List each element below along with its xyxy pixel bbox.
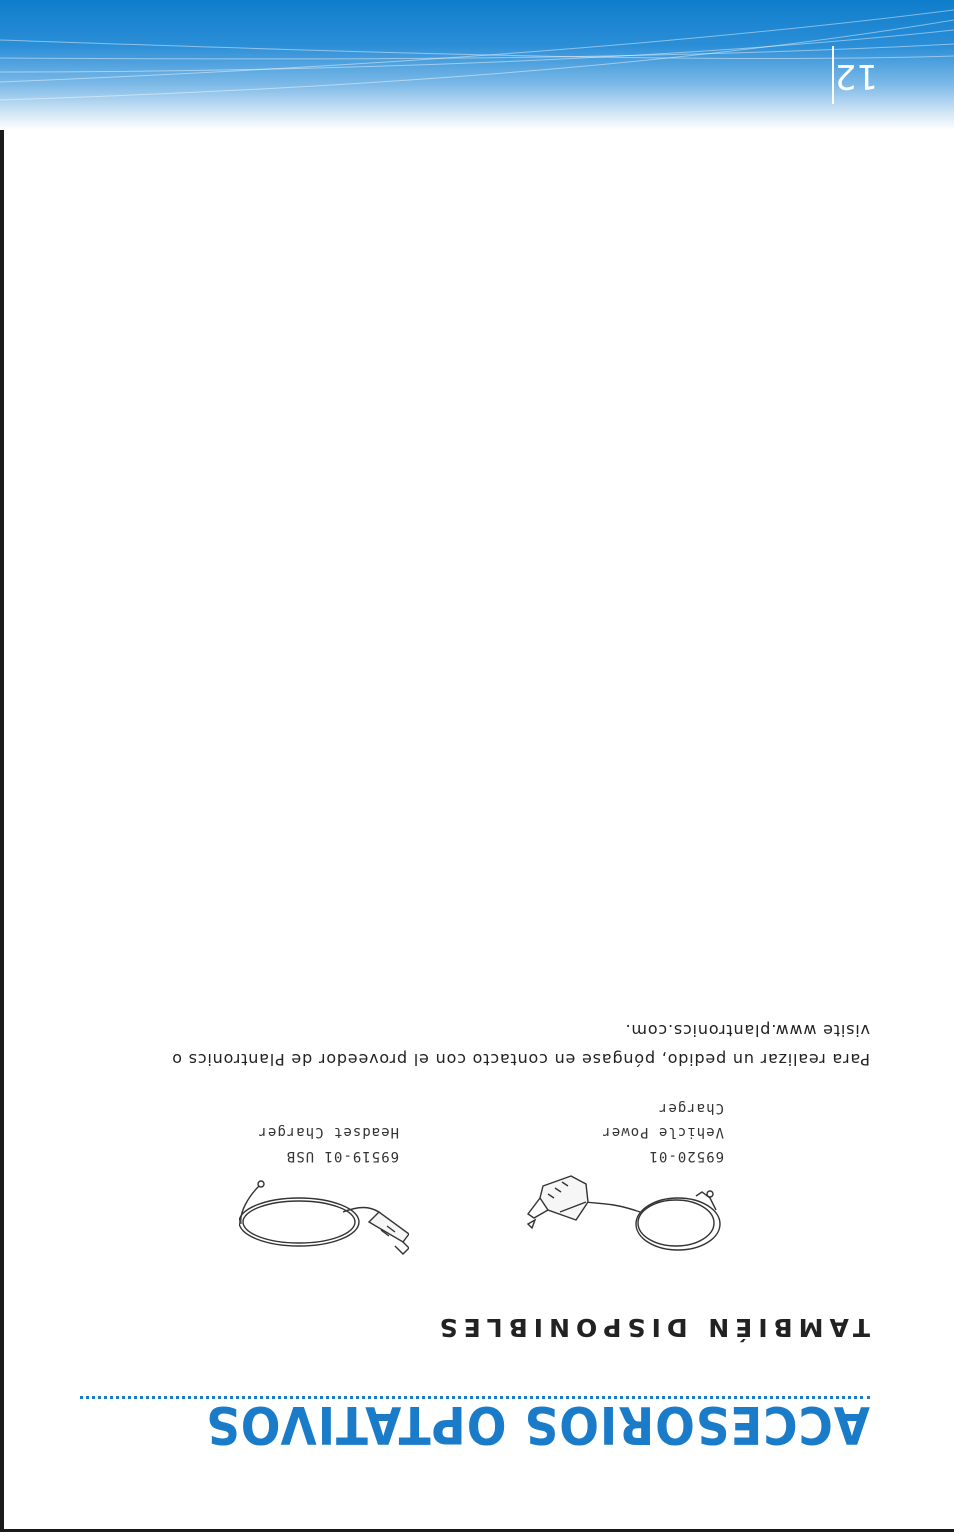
page-edge xyxy=(0,0,4,1532)
page-number-divider xyxy=(832,46,834,104)
paragraph-line: visite www.plantronics.com. xyxy=(624,1021,870,1040)
caption-line: 69519-01 USB xyxy=(285,1148,399,1164)
page-number: 12 xyxy=(834,56,878,96)
section-subtitle: TAMBIÉN DISPONIBLES xyxy=(433,1313,870,1342)
swoosh-decoration xyxy=(0,0,954,130)
vehicle-charger-image xyxy=(526,1160,726,1260)
caption-line: Charger xyxy=(657,1100,724,1116)
header-band xyxy=(0,0,954,130)
caption-line: 69520-01 xyxy=(648,1148,724,1164)
caption-line: Headset Charger xyxy=(257,1124,399,1140)
usb-charger-image xyxy=(239,1172,409,1272)
page-title: ACCESORIOS OPTATIVOS xyxy=(205,1394,870,1454)
dotted-divider xyxy=(80,1396,870,1399)
paragraph-line: Para realizar un pedido, póngase en contacto con el proveedor de Plantronics o xyxy=(171,1050,870,1069)
caption-line: Vehicle Power xyxy=(601,1124,724,1140)
usb-charger-caption xyxy=(258,1120,399,1168)
order-info-paragraph xyxy=(110,1016,870,1074)
vehicle-charger-caption xyxy=(601,1096,724,1168)
